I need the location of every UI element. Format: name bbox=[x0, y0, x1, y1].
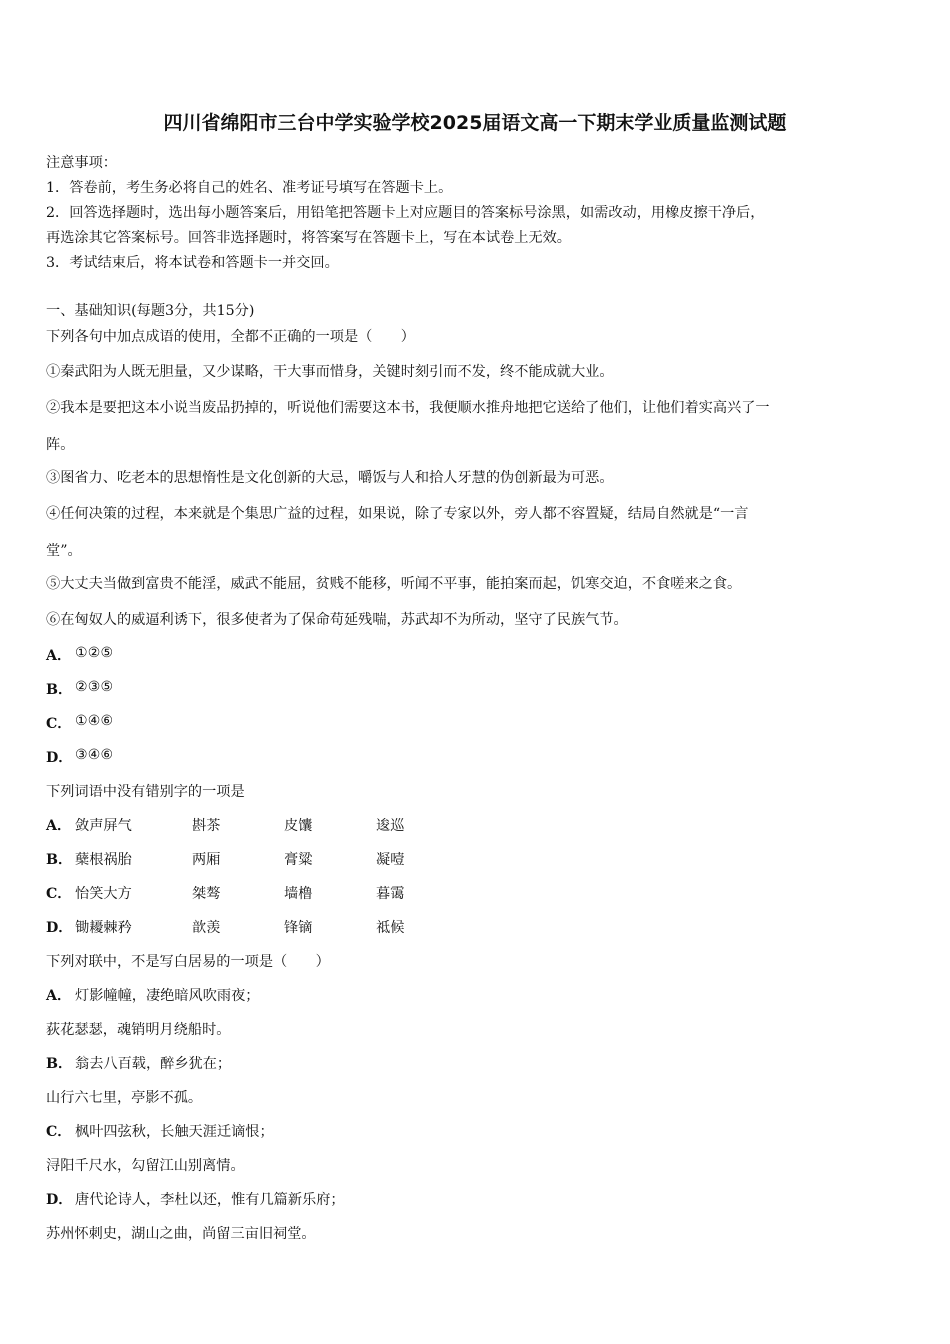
option-word: 逡巡 bbox=[376, 818, 405, 834]
question-sentence: ②我本是要把这本小说当废品扔掉的，听说他们需要这本书，我便顺水推舟地把它送给了他们，让他们着实高兴了一 bbox=[46, 400, 770, 416]
option-letter: C． bbox=[46, 886, 72, 902]
option-letter: C． bbox=[46, 1124, 72, 1140]
option-letter: A． bbox=[46, 988, 72, 1004]
question-sentence: ④任何决策的过程，本来就是个集思广益的过程，如果说，除了专家以外，旁人都不容置疑，结局自然就是“一言 bbox=[46, 506, 749, 522]
option-letter: D． bbox=[46, 750, 73, 766]
notice-item: 3．考试结束后，将本试卷和答题卡一并交回。 bbox=[46, 255, 339, 271]
notice-item: 1．答卷前，考生务必将自己的姓名、准考证号填写在答题卡上。 bbox=[46, 180, 453, 196]
option-word: 暮霭 bbox=[376, 886, 405, 902]
question-sentence: ⑥在匈奴人的威逼利诱下，很多使者为了保命苟延残喘，苏武却不为所动，坚守了民族气节。 bbox=[46, 612, 628, 628]
option-word: 祗候 bbox=[376, 920, 405, 936]
option-word: 皮馕 bbox=[284, 818, 313, 834]
option-word: 锄耰棘矜 bbox=[75, 920, 132, 936]
option-letter: D． bbox=[46, 920, 73, 936]
question-stem: 下列词语中没有错别字的一项是 bbox=[46, 784, 245, 800]
option-word: 锋镝 bbox=[284, 920, 313, 936]
option-word: 斟茶 bbox=[192, 818, 221, 834]
option-text: ①②⑤ bbox=[75, 645, 114, 661]
option-word: 敛声屏气 bbox=[75, 818, 132, 834]
option-word: 怡笑大方 bbox=[75, 886, 132, 902]
option-word: 墙橹 bbox=[284, 886, 313, 902]
option-word: 桀骜 bbox=[192, 886, 221, 902]
option-letter: B． bbox=[46, 1056, 73, 1072]
option-word: 歆羡 bbox=[192, 920, 221, 936]
option-continuation: 浔阳千尺水，勾留江山别离情。 bbox=[46, 1158, 245, 1174]
section-heading: 一、基础知识(每题3分，共15分) bbox=[46, 303, 255, 319]
option-letter: A． bbox=[46, 648, 72, 664]
question-stem: 下列各句中加点成语的使用，全都不正确的一项是（ ） bbox=[46, 329, 415, 345]
option-text: ①④⑥ bbox=[75, 713, 114, 729]
option-letter: B． bbox=[46, 682, 73, 698]
notice-item: 再选涂其它答案标号。回答非选择题时，将答案写在答题卡上，写在本试卷上无效。 bbox=[46, 230, 571, 246]
option-text: 唐代论诗人，李杜以还，惟有几篇新乐府； bbox=[75, 1192, 345, 1208]
option-continuation: 荻花瑟瑟，魂销明月绕船时。 bbox=[46, 1022, 231, 1038]
option-text: 枫叶四弦秋，长触天涯迁谪恨； bbox=[75, 1124, 274, 1140]
option-continuation: 山行六七里，亭影不孤。 bbox=[46, 1090, 203, 1106]
page-title: 四川省绵阳市三台中学实验学校2025届语文高一下期末学业质量监测试题 bbox=[163, 112, 787, 134]
option-letter: D． bbox=[46, 1192, 73, 1208]
option-letter: C． bbox=[46, 716, 72, 732]
option-text: ③④⑥ bbox=[75, 747, 114, 763]
option-text: ②③⑤ bbox=[75, 679, 114, 695]
question-sentence: ①秦武阳为人既无胆量，又少谋略，干大事而惜身，关键时刻引而不发，终不能成就大业。 bbox=[46, 364, 614, 380]
option-continuation: 苏州怀刺史，湖山之曲，尚留三亩旧祠堂。 bbox=[46, 1226, 316, 1242]
notice-item: 2．回答选择题时，选出每小题答案后，用铅笔把答题卡上对应题目的答案标号涂黑，如需改动，用橡皮擦干净后， bbox=[46, 205, 765, 221]
option-letter: B． bbox=[46, 852, 73, 868]
option-word: 两厢 bbox=[192, 852, 221, 868]
notice-heading: 注意事项： bbox=[46, 155, 117, 171]
question-sentence: 阵。 bbox=[46, 437, 75, 453]
option-text: 翁去八百载，醉乡犹在； bbox=[75, 1056, 232, 1072]
question-sentence: ③图省力、吃老本的思想惰性是文化创新的大忌，嚼饭与人和拾人牙慧的伪创新最为可恶。 bbox=[46, 470, 614, 486]
option-word: 凝噎 bbox=[376, 852, 405, 868]
question-sentence: 堂”。 bbox=[46, 543, 82, 559]
option-word: 蘖根祸胎 bbox=[75, 852, 132, 868]
question-stem: 下列对联中，不是写白居易的一项是（ ） bbox=[46, 954, 330, 970]
option-text: 灯影幢幢，凄绝暗风吹雨夜； bbox=[75, 988, 260, 1004]
question-sentence: ⑤大丈夫当做到富贵不能淫，威武不能屈，贫贱不能移，听闻不平事，能拍案而起，饥寒交迫，不食嗟来之食。 bbox=[46, 576, 742, 592]
option-word: 膏粱 bbox=[284, 852, 313, 868]
option-letter: A． bbox=[46, 818, 72, 834]
